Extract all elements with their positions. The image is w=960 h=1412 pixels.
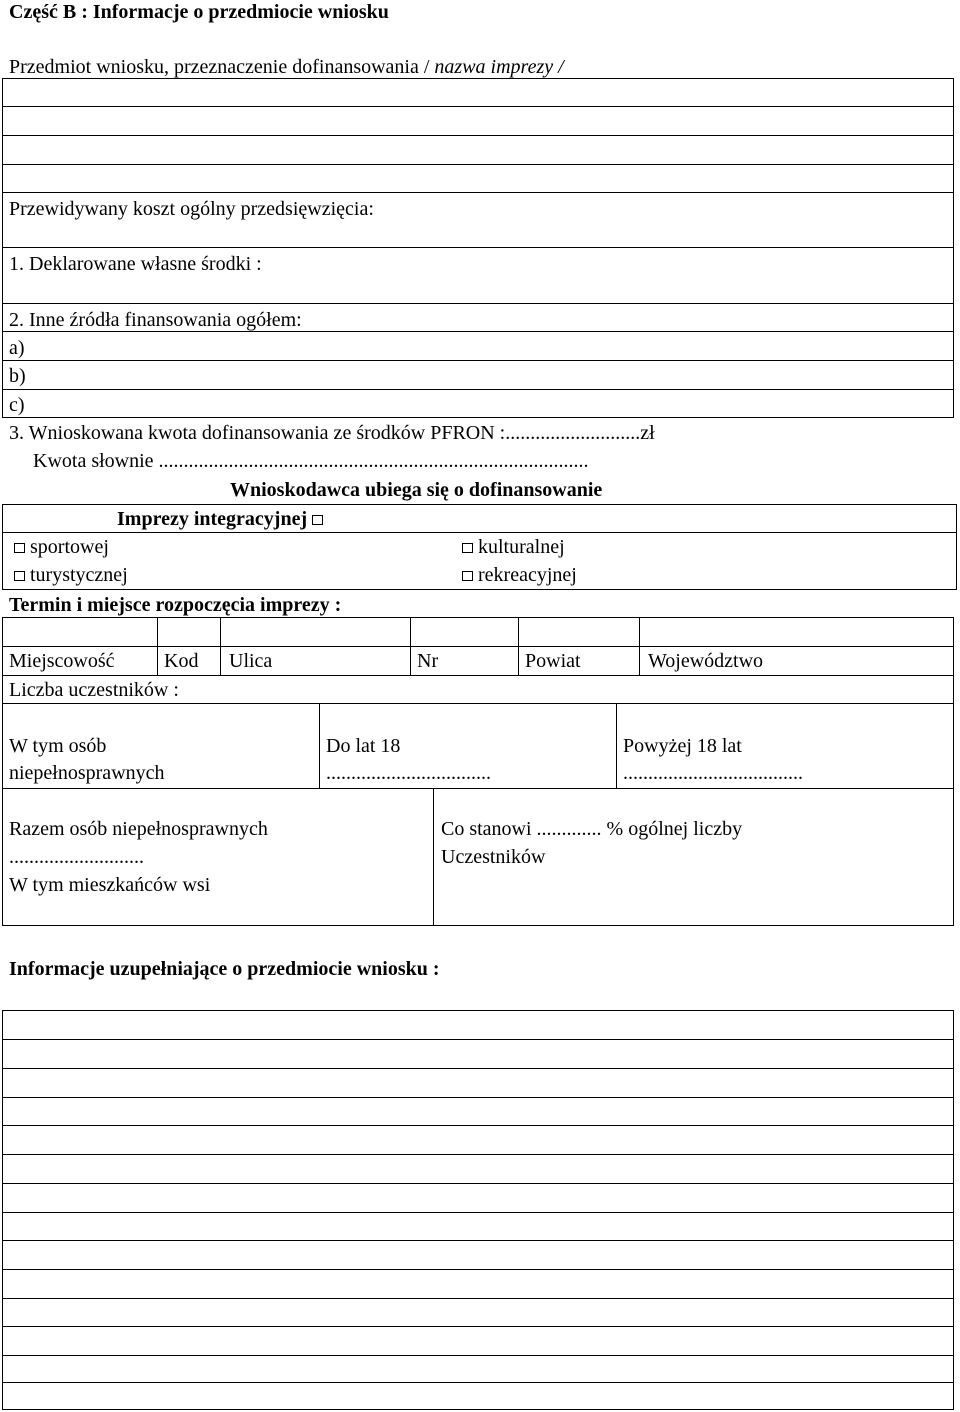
sport-option[interactable]: sportowej bbox=[14, 535, 109, 559]
share-line2: Uczestników bbox=[441, 846, 546, 868]
venue-label: Termin i miejsce rozpoczęcia imprezy : bbox=[9, 594, 342, 616]
integration-checkbox[interactable] bbox=[312, 515, 323, 525]
disabled-total-label: Razem osób niepełnosprawnych bbox=[9, 818, 268, 840]
recreation-checkbox[interactable] bbox=[462, 571, 473, 581]
additional-info-area[interactable] bbox=[2, 1010, 954, 1410]
over-18-value[interactable]: .................................... bbox=[623, 762, 803, 784]
subject-label: Przedmiot wniosku, przeznaczenie dofinansowania / nazwa imprezy / bbox=[9, 56, 564, 78]
additional-info-label: Informacje uzupełniające o przedmiocie wniosku : bbox=[9, 958, 440, 980]
tourism-option[interactable]: turystycznej bbox=[14, 563, 128, 587]
over-18-label: Powyżej 18 lat bbox=[623, 735, 742, 757]
venue-col-postcode: Kod bbox=[164, 650, 199, 672]
total-cost-label: Przewidywany koszt ogólny przedsięwzięcia: bbox=[9, 198, 374, 220]
integration-option[interactable]: Imprezy integracyjnej bbox=[117, 507, 323, 531]
section-title: Część B : Informacje o przedmiocie wniosku bbox=[9, 1, 389, 23]
other-source-a: a) bbox=[9, 337, 25, 359]
venue-col-voivodeship: Województwo bbox=[648, 650, 764, 672]
venue-col-number: Nr bbox=[417, 650, 439, 672]
sport-checkbox[interactable] bbox=[14, 543, 25, 553]
pfron-amount-label: 3. Wnioskowana kwota dofinansowania ze środków PFRON :...........................zł bbox=[9, 422, 655, 444]
rural-residents-label: W tym mieszkańców wsi bbox=[9, 874, 211, 896]
disabled-participants-line2: niepełnosprawnych bbox=[9, 762, 165, 784]
other-source-c: c) bbox=[9, 394, 25, 416]
venue-col-county: Powiat bbox=[525, 650, 581, 672]
venue-col-locality: Miejscowość bbox=[9, 650, 115, 672]
under-18-value[interactable]: ................................. bbox=[326, 762, 491, 784]
culture-checkbox[interactable] bbox=[462, 543, 473, 553]
recreation-option[interactable]: rekreacyjnej bbox=[462, 563, 577, 587]
other-source-b: b) bbox=[9, 365, 26, 387]
under-18-label: Do lat 18 bbox=[326, 735, 401, 757]
culture-option[interactable]: kulturalnej bbox=[462, 535, 565, 559]
participants-label: Liczba uczestników : bbox=[9, 679, 179, 701]
own-funds-label: 1. Deklarowane własne środki : bbox=[9, 253, 262, 275]
share-line1: Co stanowi ............. % ogólnej liczby bbox=[441, 818, 743, 840]
amount-in-words-label: Kwota słownie ...................................................................................... bbox=[33, 450, 589, 472]
disabled-total-value[interactable]: ........................... bbox=[9, 846, 144, 868]
disabled-participants-line1: W tym osób bbox=[9, 735, 107, 757]
venue-col-street: Ulica bbox=[229, 650, 273, 672]
other-sources-label: 2. Inne źródła finansowania ogółem: bbox=[9, 309, 302, 331]
tourism-checkbox[interactable] bbox=[14, 571, 25, 581]
event-type-heading: Wnioskodawca ubiega się o dofinansowanie bbox=[230, 479, 603, 501]
costs-table bbox=[2, 192, 954, 418]
